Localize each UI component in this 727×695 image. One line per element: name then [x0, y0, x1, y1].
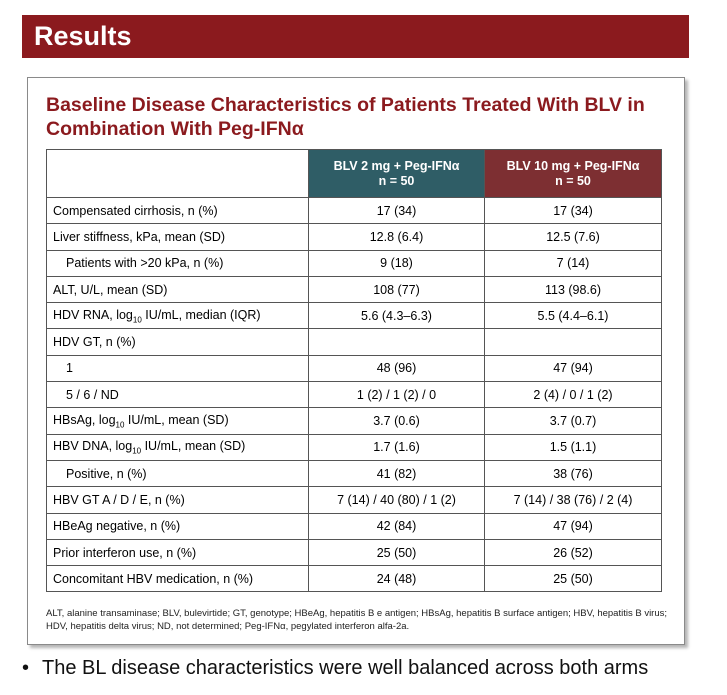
row-label — [47, 355, 309, 381]
cell-blv-2mg: 25 (50) — [309, 539, 485, 565]
cell-blv-10mg: 7 (14) — [485, 250, 662, 276]
cell-blv-2mg: 9 (18) — [309, 250, 485, 276]
table-row — [47, 276, 662, 302]
column-header-line: n = 50 — [378, 173, 415, 188]
table-row — [47, 460, 662, 486]
row-label-subscript: 10 — [132, 446, 142, 456]
cell-blv-10mg: 17 (34) — [485, 198, 662, 224]
cell-blv-10mg: 113 (98.6) — [485, 276, 662, 302]
cell-blv-2mg: 5.6 (4.3–6.3) — [309, 303, 485, 329]
row-label — [47, 303, 309, 329]
cell-blv-2mg: 42 (84) — [309, 513, 485, 539]
cell-blv-10mg: 1.5 (1.1) — [485, 434, 662, 460]
row-label-text: Prior interferon use, n (%) — [53, 545, 197, 560]
cell-blv-2mg: 1.7 (1.6) — [309, 434, 485, 460]
cell-blv-10mg: 25 (50) — [485, 566, 662, 592]
row-label — [47, 460, 309, 486]
row-label-suffix: IU/mL, median (IQR) — [141, 307, 261, 322]
cell-blv-10mg — [485, 329, 662, 355]
table-row — [47, 250, 662, 276]
footnote: ALT, alanine transaminase; BLV, bulevirtide; GT, genotype; HBeAg, hepatitis B e antigen; HBsAg, hepatitis B surface antigen; HBV, hepatitis B virus; HDV, hepatitis delta virus; ND, not determined; Peg-IFNα, pegylated interferon alfa-2a. — [46, 608, 668, 632]
column-header-blv-10mg — [485, 150, 662, 198]
bullet-icon: • — [22, 657, 30, 679]
cell-blv-10mg: 3.7 (0.7) — [485, 408, 662, 434]
banner-title: Results — [34, 21, 132, 51]
column-header-blv-2mg — [309, 150, 485, 198]
row-label — [47, 408, 309, 434]
row-label — [47, 382, 309, 408]
cell-blv-10mg: 5.5 (4.4–6.1) — [485, 303, 662, 329]
row-label — [47, 250, 309, 276]
table-row — [47, 329, 662, 355]
bullet-item — [22, 654, 648, 682]
row-label-suffix: IU/mL, mean (SD) — [141, 439, 246, 454]
row-label-text: HBV DNA, log — [53, 439, 133, 454]
column-header-line: n = 50 — [555, 173, 591, 188]
row-label-text: HBeAg negative, n (%) — [53, 519, 181, 534]
row-label-text: Patients with >20 kPa, n (%) — [66, 256, 224, 271]
bullet-text: The BL disease characteristics were well balanced across both arms — [42, 657, 649, 679]
row-label-subscript: 10 — [115, 420, 125, 430]
table-header-row — [47, 150, 662, 198]
table-row — [47, 355, 662, 381]
cell-blv-2mg: 41 (82) — [309, 460, 485, 486]
table-row — [47, 539, 662, 565]
cell-blv-10mg: 47 (94) — [485, 355, 662, 381]
row-label-text: 1 — [66, 361, 73, 376]
column-header-line: BLV 2 mg + Peg-IFNα — [333, 158, 460, 173]
row-label — [47, 487, 309, 513]
cell-blv-2mg — [309, 329, 485, 355]
cell-blv-10mg: 47 (94) — [485, 513, 662, 539]
card-title: Baseline Disease Characteristics of Patients Treated With BLV in Combination With Peg-IFNα — [46, 94, 645, 140]
cell-blv-2mg: 108 (77) — [309, 276, 485, 302]
table-row — [47, 198, 662, 224]
results-banner — [22, 15, 689, 58]
row-label — [47, 539, 309, 565]
row-label-text: Concomitant HBV medication, n (%) — [53, 571, 254, 586]
cell-blv-2mg: 24 (48) — [309, 566, 485, 592]
row-label-text: HDV GT, n (%) — [53, 335, 136, 350]
table-header-blank — [47, 150, 309, 198]
table-row — [47, 382, 662, 408]
table-row — [47, 224, 662, 250]
row-label-text: ALT, U/L, mean (SD) — [53, 282, 168, 297]
row-label — [47, 276, 309, 302]
row-label-text: 5 / 6 / ND — [66, 387, 119, 402]
table-row — [47, 513, 662, 539]
row-label — [47, 198, 309, 224]
table-body — [47, 198, 662, 592]
results-card — [27, 77, 685, 645]
cell-blv-2mg: 1 (2) / 1 (2) / 0 — [309, 382, 485, 408]
row-label — [47, 513, 309, 539]
row-label-text: HDV RNA, log — [53, 307, 133, 322]
row-label-subscript: 10 — [132, 315, 142, 325]
row-label — [47, 224, 309, 250]
table-row — [47, 487, 662, 513]
cell-blv-2mg: 48 (96) — [309, 355, 485, 381]
row-label-text: Compensated cirrhosis, n (%) — [53, 203, 218, 218]
cell-blv-2mg: 3.7 (0.6) — [309, 408, 485, 434]
row-label-text: HBsAg, log — [53, 412, 116, 427]
row-label-suffix: IU/mL, mean (SD) — [124, 412, 229, 427]
cell-blv-2mg: 7 (14) / 40 (80) / 1 (2) — [309, 487, 485, 513]
cell-blv-2mg: 12.8 (6.4) — [309, 224, 485, 250]
cell-blv-10mg: 2 (4) / 0 / 1 (2) — [485, 382, 662, 408]
column-header-line: BLV 10 mg + Peg-IFNα — [506, 158, 640, 173]
row-label-text: HBV GT A / D / E, n (%) — [53, 492, 185, 507]
row-label — [47, 329, 309, 355]
row-label-text: Positive, n (%) — [66, 466, 147, 481]
table-row — [47, 303, 662, 329]
table-row — [47, 408, 662, 434]
row-label — [47, 434, 309, 460]
cell-blv-10mg: 12.5 (7.6) — [485, 224, 662, 250]
cell-blv-2mg: 17 (34) — [309, 198, 485, 224]
baseline-table — [46, 149, 662, 592]
cell-blv-10mg: 26 (52) — [485, 539, 662, 565]
cell-blv-10mg: 38 (76) — [485, 460, 662, 486]
table-row — [47, 434, 662, 460]
row-label — [47, 566, 309, 592]
row-label-text: Liver stiffness, kPa, mean (SD) — [53, 229, 226, 244]
table-row — [47, 566, 662, 592]
cell-blv-10mg: 7 (14) / 38 (76) / 2 (4) — [485, 487, 662, 513]
